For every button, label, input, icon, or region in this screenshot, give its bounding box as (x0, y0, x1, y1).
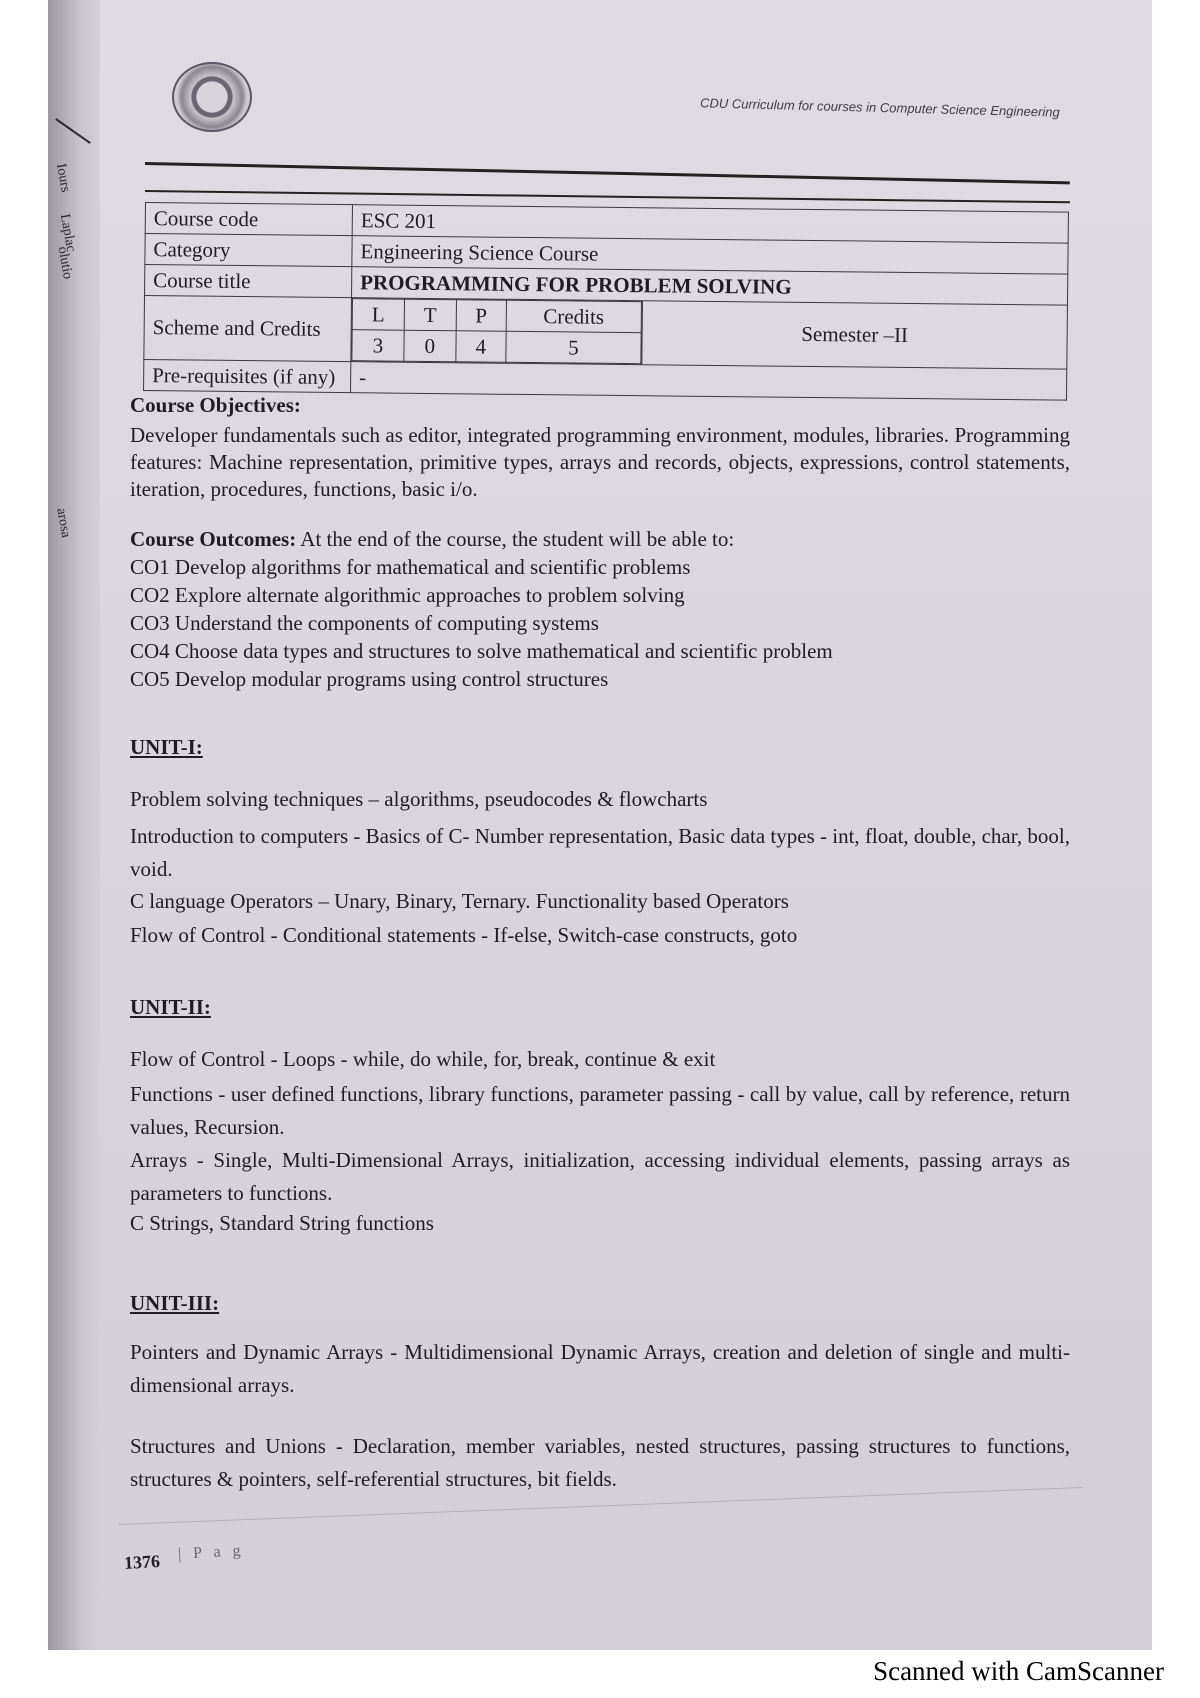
scheme-value-t: 0 (404, 330, 456, 362)
unit-line: Arrays - Single, Multi-Dimensional Arrays, initialization, accessing individual elements, passing arrays as parameters to functions. (130, 1148, 1070, 1205)
outcome-item: CO2 Explore alternate algorithmic approaches to problem solving (130, 583, 685, 607)
unit-heading: UNIT-II: (130, 995, 211, 1019)
margin-fragment: arosa (53, 507, 74, 539)
outcomes-heading: Course Outcomes: (130, 527, 297, 551)
unit-line: Pointers and Dynamic Arrays - Multidimensional Dynamic Arrays, creation and deletion of single and multi-dimensional arrays. (130, 1340, 1070, 1397)
objectives-text: Developer fundamentals such as editor, integrated programming environment, modules, libraries. Programming features: Machine representation, primitive types, arrays and records, objects, expressions, control statements, iteration, procedures, functions, basic i/o. (130, 423, 1070, 501)
unit-line: C Strings, Standard String functions (130, 1211, 434, 1235)
scheme-value-l: 3 (352, 330, 404, 362)
curriculum-header: CDU Curriculum for courses in Computer Science Engineering (699, 95, 1060, 120)
unit-heading: UNIT-I: (130, 735, 203, 759)
unit-line: Flow of Control - Loops - while, do while, for, break, continue & exit (130, 1047, 716, 1071)
previous-page-edge (48, 0, 104, 1650)
outcomes-intro-line (130, 526, 1070, 553)
scheme-value-credits: 5 (506, 331, 642, 363)
margin-fragment: Laplac (56, 212, 79, 253)
page-number: 1376 (123, 1551, 161, 1573)
scheme-grid (351, 298, 642, 364)
category-label: Category (145, 234, 352, 267)
semester-value: Semester –II (642, 301, 1068, 369)
course-code-value: ESC 201 (352, 205, 1068, 243)
university-logo (172, 62, 252, 132)
unit-line: Structures and Unions - Declaration, member variables, nested structures, passing structures to functions, structures & pointers, self-referential structures, bit fields. (130, 1434, 1070, 1491)
scheme-header-p: P (456, 300, 506, 332)
course-info-table (143, 202, 1069, 401)
unit-line: Introduction to computers - Basics of C- Number representation, Basic data types - int, float, double, char, bool, void. (130, 824, 1070, 881)
unit-heading: UNIT-III: (130, 1291, 220, 1315)
objectives-heading: Course Objectives: (130, 393, 301, 417)
prereq-label: Pre-requisites (if any) (144, 359, 351, 392)
prereq-value: - (351, 362, 1067, 400)
unit-line: Flow of Control - Conditional statements - If-else, Switch-case constructs, goto (130, 923, 798, 947)
unit-line: C language Operators – Unary, Binary, Ternary. Functionality based Operators (130, 889, 789, 913)
scheme-label: Scheme and Credits (144, 296, 352, 362)
outcome-item: CO5 Develop modular programs using control structures (130, 667, 609, 691)
edge-line (55, 118, 91, 144)
unit-line: Problem solving techniques – algorithms, pseudocodes & flowcharts (130, 787, 708, 811)
page-label: | P a g (177, 1542, 245, 1563)
outcome-item: CO3 Understand the components of computing systems (130, 611, 599, 635)
scheme-header-l: L (352, 299, 404, 331)
scheme-header-t: T (404, 299, 456, 331)
scheme-header-credits: Credits (506, 300, 642, 332)
course-title-value: PROGRAMMING FOR PROBLEM SOLVING (352, 267, 1068, 305)
scheme-value-p: 4 (456, 331, 506, 363)
table-row (144, 296, 1068, 370)
camscanner-watermark: Scanned with CamScanner (873, 1656, 1164, 1686)
course-code-label: Course code (145, 203, 352, 236)
scheme-grid-cell (351, 298, 643, 365)
binding-background (0, 0, 48, 1698)
outcome-item: CO4 Choose data types and structures to solve mathematical and scientific problem (130, 639, 833, 663)
unit-line: Functions - user defined functions, library functions, parameter passing - call by value, call by reference, return values, Recursion. (130, 1082, 1070, 1139)
margin-fragment: olutio (54, 245, 76, 281)
outcome-item: CO1 Develop algorithms for mathematical and scientific problems (130, 555, 691, 579)
outcomes-intro: At the end of the course, the student will be able to: (296, 527, 735, 551)
course-title-label: Course title (145, 265, 352, 298)
category-value: Engineering Science Course (352, 236, 1068, 274)
margin-fragment: Iours (52, 162, 73, 194)
